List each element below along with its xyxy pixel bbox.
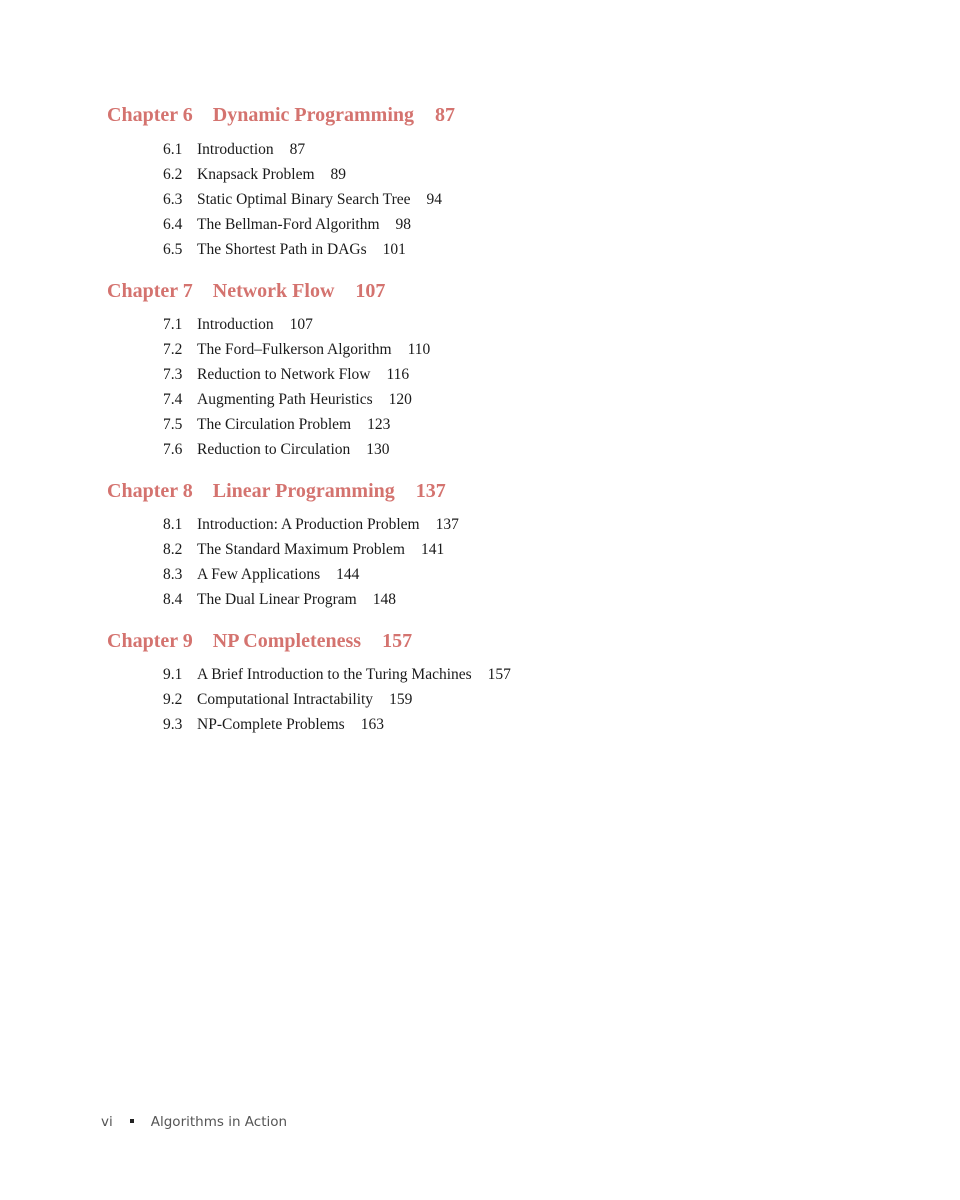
- toc-entry[interactable]: [163, 515, 459, 535]
- section-title: A Brief Introduction to the Turing Machines: [197, 666, 472, 683]
- chapter-heading[interactable]: [107, 629, 412, 653]
- chapter-number: Chapter 8: [107, 480, 193, 502]
- section-page: 89: [330, 166, 347, 183]
- section-title: The Dual Linear Program: [197, 591, 357, 608]
- toc-entry[interactable]: [163, 315, 313, 335]
- toc-entry[interactable]: [163, 690, 412, 710]
- section-page: 144: [336, 566, 360, 583]
- section-number: 6.1: [163, 141, 183, 158]
- toc-entry[interactable]: [163, 365, 409, 385]
- section-title: Reduction to Network Flow: [197, 366, 371, 383]
- toc-entry[interactable]: [163, 590, 396, 610]
- section-number: 6.4: [163, 216, 183, 233]
- section-page: 157: [487, 666, 511, 683]
- toc-entry[interactable]: [163, 665, 511, 685]
- toc-entry[interactable]: [163, 165, 346, 185]
- section-page: 120: [388, 391, 412, 408]
- chapter-number: Chapter 6: [107, 104, 193, 126]
- section-number: 6.2: [163, 166, 183, 183]
- toc-entry[interactable]: [163, 140, 305, 160]
- section-page: 116: [386, 366, 410, 383]
- section-number: 8.2: [163, 541, 183, 558]
- section-title: The Ford–Fulkerson Algorithm: [197, 341, 392, 358]
- section-number: 6.3: [163, 191, 183, 208]
- toc-entry[interactable]: [163, 390, 412, 410]
- section-title: The Shortest Path in DAGs: [197, 241, 367, 258]
- section-number: 8.4: [163, 591, 183, 608]
- chapter-title: Dynamic Programming: [212, 104, 415, 126]
- section-number: 9.2: [163, 691, 183, 708]
- section-page: 163: [360, 716, 384, 733]
- section-page: 110: [407, 341, 431, 358]
- toc-entry[interactable]: [163, 215, 411, 235]
- section-number: 7.2: [163, 341, 183, 358]
- section-title: Static Optimal Binary Search Tree: [197, 191, 411, 208]
- page-footer: [101, 1113, 287, 1131]
- section-number: 7.3: [163, 366, 183, 383]
- section-title: NP-Complete Problems: [197, 716, 345, 733]
- section-number: 6.5: [163, 241, 183, 258]
- section-title: Computational Intractability: [197, 691, 374, 708]
- toc-entry[interactable]: [163, 415, 390, 435]
- section-title: Introduction: A Production Problem: [197, 516, 420, 533]
- toc-entry[interactable]: [163, 240, 406, 260]
- section-page: 98: [395, 216, 412, 233]
- section-title: Introduction: [197, 141, 274, 158]
- chapter-heading[interactable]: [107, 103, 455, 127]
- chapter-heading[interactable]: [107, 479, 446, 503]
- section-number: 7.1: [163, 316, 183, 333]
- page-number: vi: [101, 1114, 113, 1130]
- section-number: 9.3: [163, 716, 183, 733]
- section-title: Augmenting Path Heuristics: [197, 391, 373, 408]
- chapter-number: Chapter 7: [107, 280, 193, 302]
- section-title: The Circulation Problem: [197, 416, 352, 433]
- section-page: 107: [289, 316, 313, 333]
- section-page: 141: [420, 541, 445, 558]
- section-number: 7.6: [163, 441, 183, 458]
- toc-entry[interactable]: [163, 340, 430, 360]
- section-number: 8.3: [163, 566, 183, 583]
- chapter-page: 107: [355, 280, 386, 302]
- bullet-separator: [130, 1119, 134, 1123]
- section-number: 8.1: [163, 516, 183, 533]
- chapter-page: 87: [435, 104, 456, 126]
- toc-entry[interactable]: [163, 190, 442, 210]
- section-page: 87: [289, 141, 306, 158]
- section-number: 9.1: [163, 666, 183, 683]
- chapter-page: 137: [415, 480, 446, 502]
- toc-entry[interactable]: [163, 440, 390, 460]
- book-title: Algorithms in Action: [150, 1114, 288, 1130]
- section-page: 148: [372, 591, 396, 608]
- chapter-title: Linear Programming: [212, 480, 395, 502]
- toc-entry[interactable]: [163, 715, 384, 735]
- section-title: Reduction to Circulation: [197, 441, 351, 458]
- section-number: 7.4: [163, 391, 183, 408]
- section-page: 123: [367, 416, 391, 433]
- section-page: 101: [382, 241, 406, 258]
- section-number: 7.5: [163, 416, 183, 433]
- chapter-heading[interactable]: [107, 279, 385, 303]
- section-title: A Few Applications: [197, 566, 321, 583]
- chapter-page: 157: [382, 630, 413, 652]
- section-page: 159: [389, 691, 413, 708]
- chapter-title: NP Completeness: [212, 630, 362, 652]
- section-page: 94: [426, 191, 443, 208]
- section-title: Knapsack Problem: [197, 166, 315, 183]
- chapter-number: Chapter 9: [107, 630, 193, 652]
- section-title: The Standard Maximum Problem: [197, 541, 405, 558]
- section-title: The Bellman-Ford Algorithm: [197, 216, 380, 233]
- section-page: 130: [366, 441, 390, 458]
- section-page: 137: [435, 516, 459, 533]
- section-title: Introduction: [197, 316, 274, 333]
- chapter-title: Network Flow: [212, 280, 335, 302]
- toc-entry[interactable]: [163, 565, 359, 585]
- toc-entry[interactable]: [163, 540, 444, 560]
